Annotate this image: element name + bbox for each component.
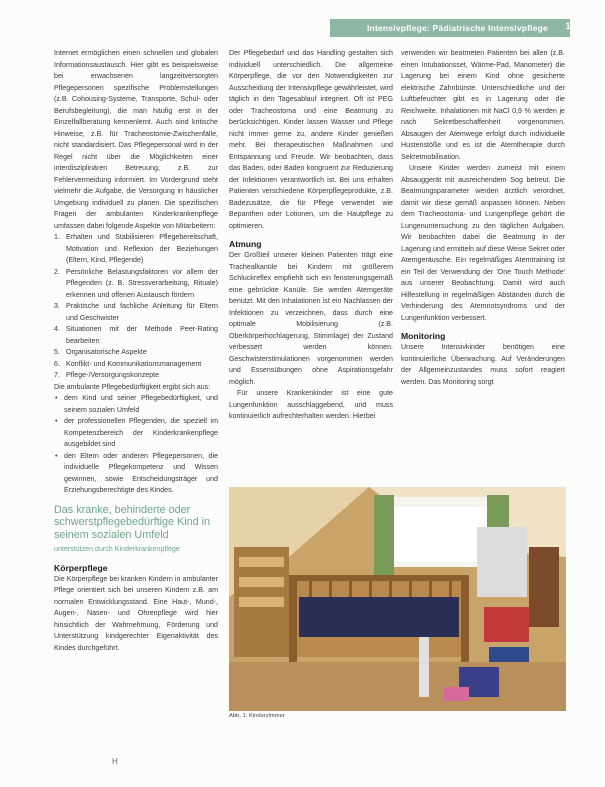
photo-caption: Abb. 1: Kinderzimmer	[229, 713, 285, 719]
list-item: 4. Situationen mit der Methode Peer-Rating bearbeiten	[54, 325, 218, 345]
bullet-item: • der professionellen Pflegenden, die speziell im Kompetenzbereich der Kinderkrankenpflege ausgebildet sind	[54, 416, 218, 451]
paragraph: Für unsere Krankenkinder ist eine gute Lungenfunktion ausschlaggebend, und muss kontinuierlich aufrechterhalten werden. Hierbei	[229, 389, 393, 420]
nursery-photo	[229, 487, 566, 711]
text-column-3	[401, 48, 565, 388]
section-header-band	[330, 19, 570, 37]
nursery-illustration	[229, 487, 566, 711]
list-item: 2. Persönliche Belastungsfaktoren vor allem der Pflegenden (z. B. Stressverarbeitung, Rituale) erkennen und offenen Austausch fördern	[54, 267, 218, 299]
list-item: 1. Erhalten und Stabilisieren Pflegebereitschaft, Motivation und Reflexion der Beziehungen (Eltern, Kind, Pflegende)	[54, 233, 218, 264]
footer-mark: H	[112, 757, 118, 766]
paragraph: Die Körperpflege bei kranken Kindern in ambulanter Pflege orientiert sich bei unseren Kindern z.B. am normalen Entwicklungsstand. Eine Haut-, Mund-, Augen-, Nasen- und Ohrenpflege wird hier hinsichtlich der Wahrnehmung, Förderung und Unterstützung kindgerechter Eigenaktivität des Kindes durchgeführt.	[54, 574, 218, 652]
section-title: Intensivpflege: Pädiatrische Intensivpflege	[366, 23, 548, 33]
pull-quote: Das kranke, behinderte oder schwerstpflegebedürftige Kind in seinem sozialen Umfeld	[54, 503, 211, 541]
text-column-2	[229, 48, 393, 423]
pull-quote-source: unterstützen durch Kinderkrankenpflege	[54, 545, 180, 553]
paragraph: Die ambulante Pflegebedürftigkeit ergibt sich aus:	[54, 382, 211, 391]
paragraph: Unsere Kinder werden zumeist mit einem Absauggerät mit ausreichendem Sog betreut. Die Beatmungsparameter werden ärztlich verordnet, damit wir diese gemäß anpassen können. Neben dem Tracheostoma- und Lungenpflege gehört die Lungenuntersuchung zu den täglichen Aufgaben. Wir beobachten dabei die Beatmung in der Lagerung und ermitteln auf diese Weise Sekret oder Atemgeräusche. Ein regelmäßiges Atemtraining ist ein Teil der Verwendung der 'One Touch Methode' aus unserer Beobachtung. Damit wird auch Hilfestellung in regelmäßigen Abständen durch die Verhinderung des Atemnotsyndroms und der Lungenfunktion verbessert.	[401, 164, 565, 322]
bullet-list	[54, 393, 218, 497]
paragraph: verwenden wir beatmeten Patienten bei allen (z.B. einen Intubationsset, Wärme-Pad, Manometer) die Lagerung bei einem Kind ohne gesicherte elektrische Zahnbürste. Unterschiedliche und der Luftbefeuchter gibt es in Lagerung oder die Reichweite. Inhalationen mit NaCl 0,9 % werden je nach Sekretbeschaffenheit vorgenommen. Absaugen der Atemwege erfolgt durch individuelle Hustenstöße und es ist die Atemtherapie durch Sekretmobilisation.	[401, 49, 565, 161]
bullet-item: • dem Kind und seiner Pflegebedürftigkeit, und seinem sozialen Umfeld	[54, 393, 218, 416]
subheading-monitoring: Monitoring	[401, 331, 446, 341]
paragraph: Unsere Intensivkinder benötigen eine kontinuierliche Überwachung. Auf Veränderungen der Allgemeinzustandes muss sofort reagiert werden. Das Monitoring sorgt	[401, 343, 565, 386]
subheading-atmung: Atmung	[229, 239, 262, 249]
bullet-item: • den Eltern oder anderen Pflegepersonen, die individuelle Pflegekompetenz und Wissen gewinnen, sowie Entscheidungsträger und Erziehungsberechtigte des Kindes.	[54, 451, 218, 497]
subheading-koerperpflege: Körperpflege	[54, 562, 108, 573]
page-number: 11	[565, 21, 575, 31]
list-item: 6. Konflikt- und Kommunikationsmanagement	[54, 359, 202, 368]
paragraph: Der Großteil unserer kleinen Patienten trägt eine Trachealkanüle bei Kindern mit größerem Schluckreflex empfiehlt sich ein fensterungsgemäß eine gebrückte Kanüle. Sie werden Atemgeräte benutzt. Mit den Inhalationen ist ein Nachlassen der Infektionen zu verzeichnen, dass durch eine optimale Mobilisierung (z.B. Oberkörperhochlagerung, Stimmlage) der Zustand verbessert werden können. Geschwisterstimulationen vorgenommen werden und Essensübungen ohne Aspirationsgefahr möglich.	[229, 251, 393, 386]
text-column-1	[54, 48, 218, 654]
list-item: 5. Organisatorische Aspekte	[54, 348, 147, 356]
list-item: 7. Pflege-/Versorgungskonzepte	[54, 371, 160, 379]
list-item: 3. Praktische und fachliche Anleitung für Eltern und Geschwister	[54, 302, 218, 322]
numbered-list	[54, 232, 218, 382]
paragraph: Der Pflegebedarf und das Handling gestalten sich individuell unterschiedlich. Die allgemeine Körperpflege, die vor den Notwendigkeiten zur Ausscheidung der Intensivpflege gewährleistet, wird täglich in den Tagesablauf integriert. Oft ist PEG oder Tracheostoma und eine Beatmung zu berücksichtigen. Kinder lassen Wasser und Pflege nicht immer gerne zu, andere Kinder genießen mehr. Bei therapeutischen Maßnahmen und Entspannung und Freude. Wir beobachten, dass das Baden, oder Baden kongruent zur Reduzierung der Infektionen verantwortlich ist. Bei uns erhalten Patienten verschiedene Körperpflegeprodukte, z.B. Badezusätze, die für Pflege verwendet wie Bepanthen oder Lotionen, um die Hautpflege zu optimieren.	[229, 49, 393, 230]
paragraph: Internet ermöglichen einen schnellen und globalen Informationsaustausch. Hier gibt es beispielsweise bei erwachsenen langzeitversorgten Pflegepersonen spezifische Problemstellungen (z.B. Cohousing-Systeme, Transporte, Schul- oder Berufsbegleitung), die man häufig erst in der Einzelfallberatung kennenlernt. Auch sind kritische Hinweise, z.B. für Tracheostomie-Zwischenfälle, nicht standardisiert. Das Pflegepersonal wird in der Regel nicht über die Möglichkeiten einer interdisziplinären Betreuung, z.B. zur Fehlervermeidung informiert. Im Vordergrund steht vielmehr die Aufgabe, die Versorgung in häuslicher Umgebung individuell zu planen. Die spezifischen Fragen der ambulanten Kinderkrankenpflege umfassen dabei folgende Aspekte von Mitarbeitern:	[54, 49, 218, 230]
